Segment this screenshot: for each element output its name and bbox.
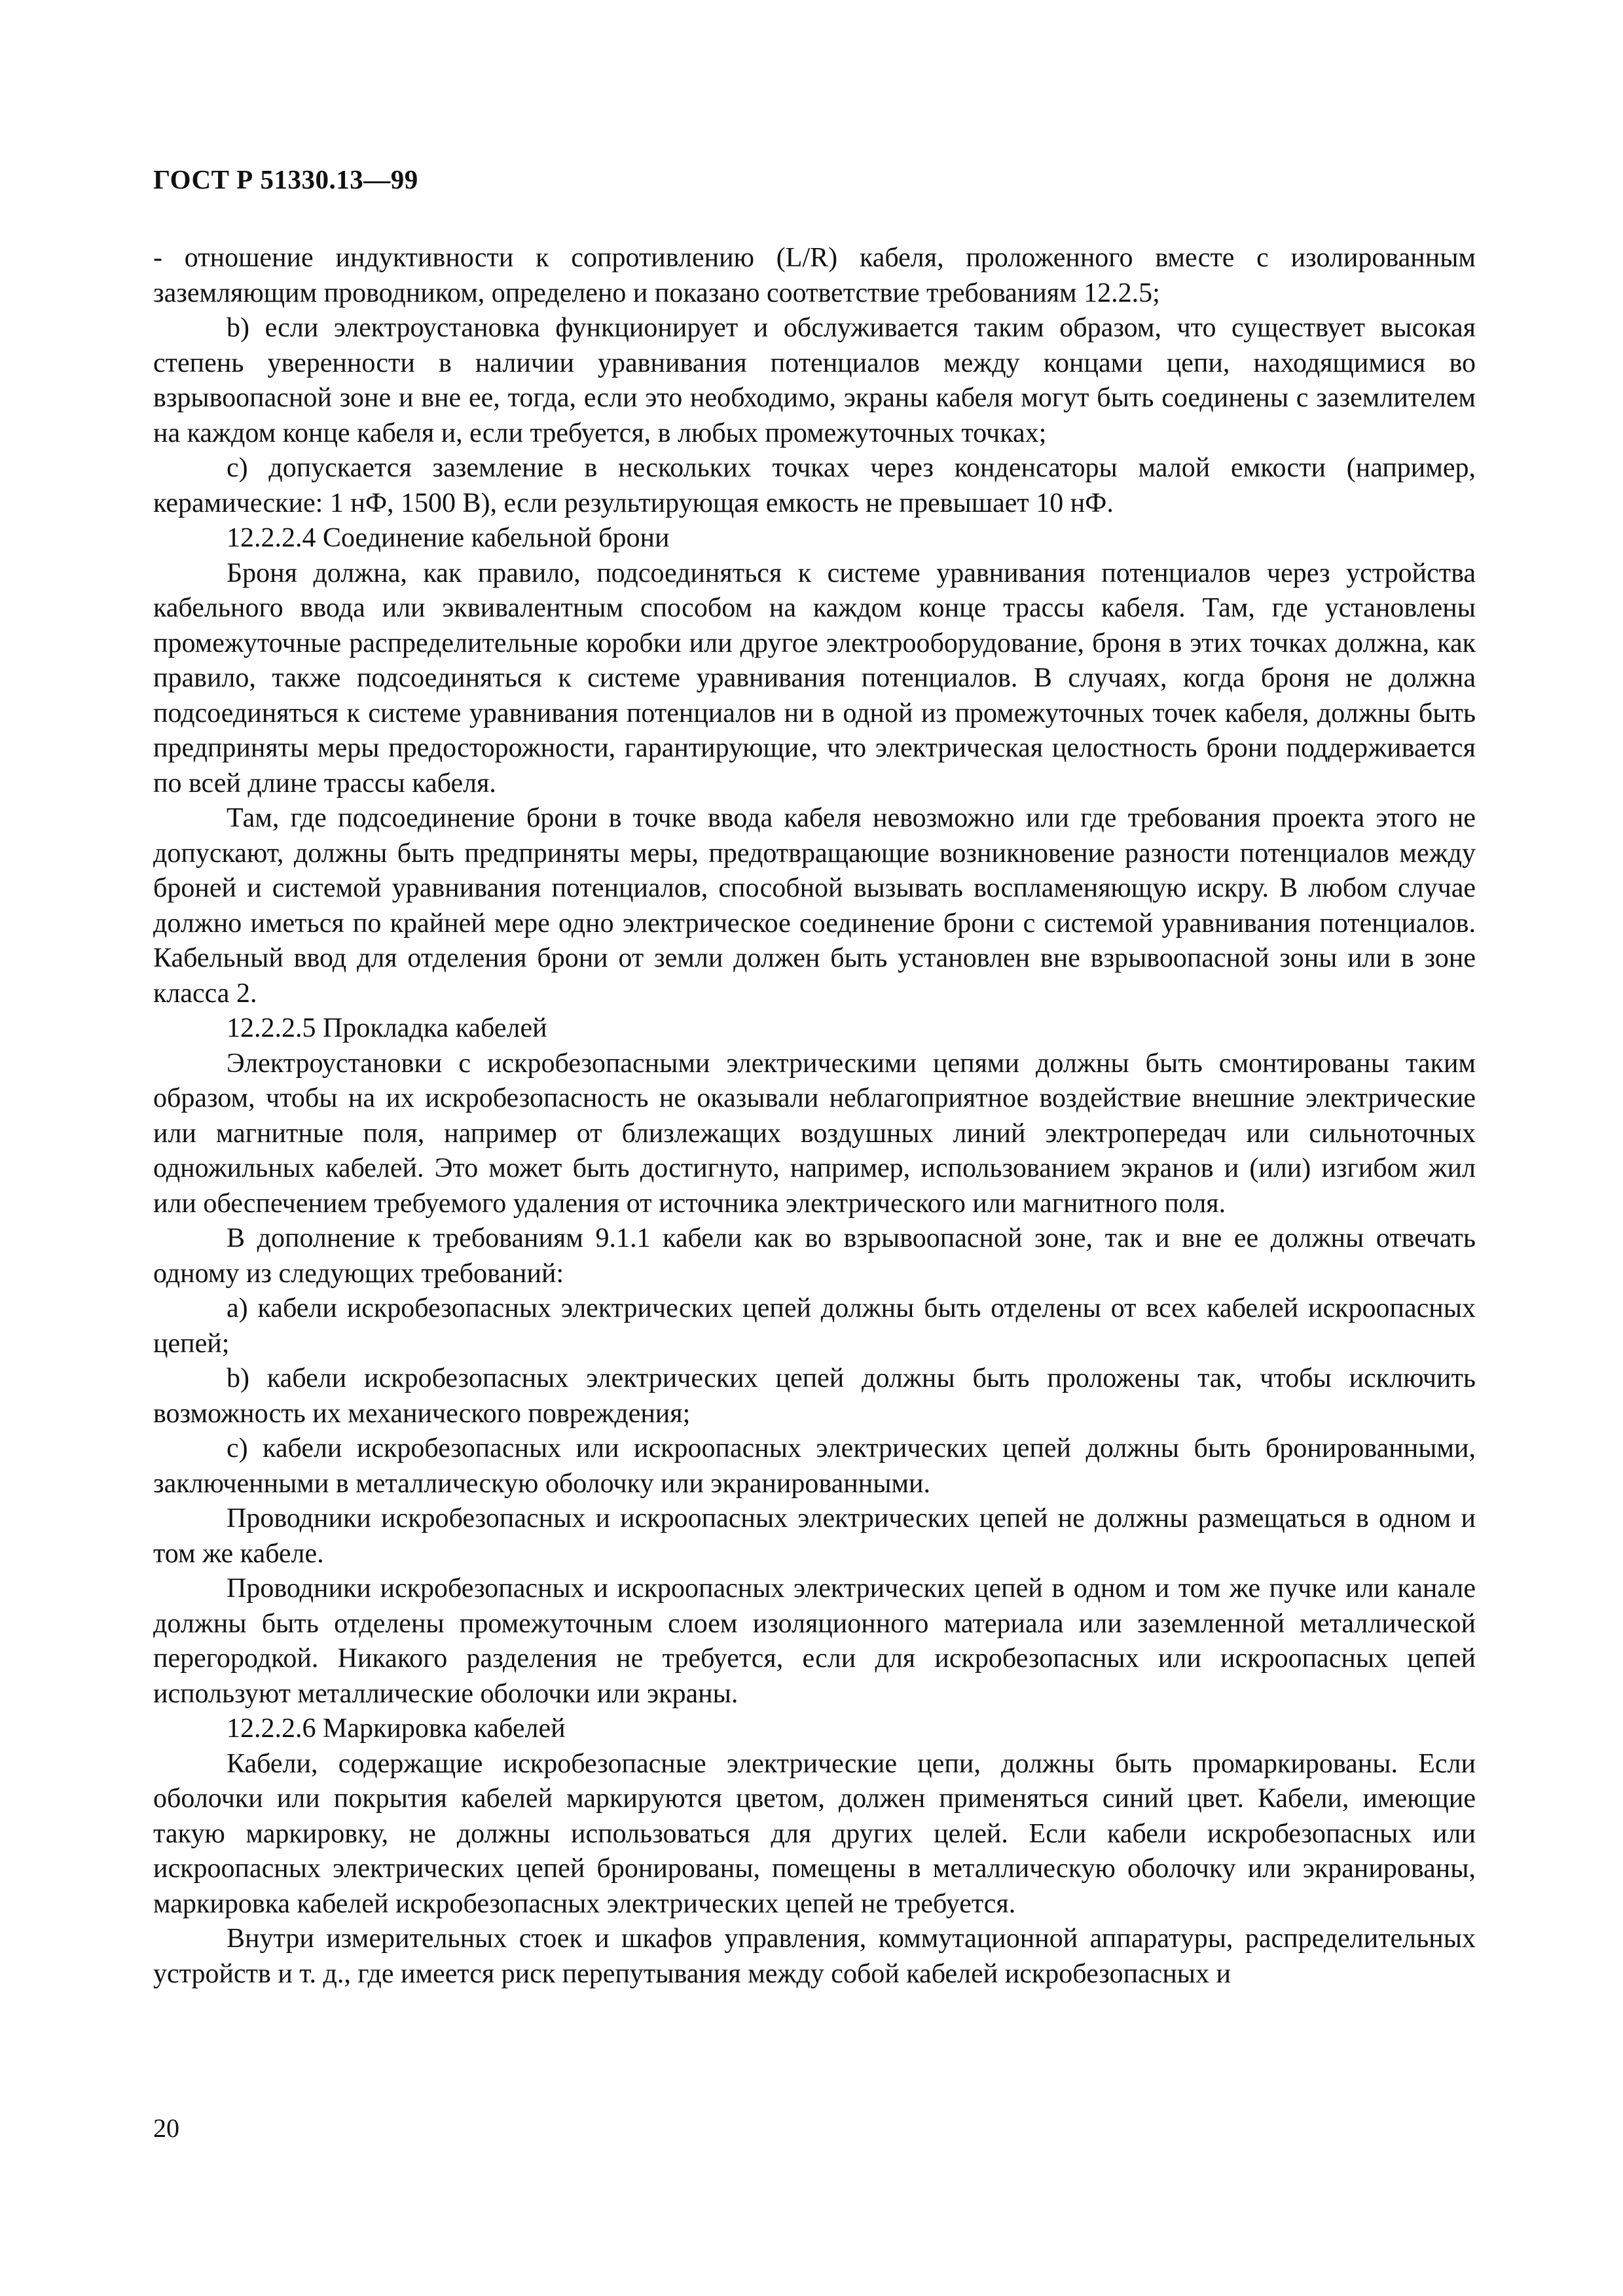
paragraph: Там, где подсоединение брони в точке ввода кабеля невозможно или где требования проекта этого не допускают, должны быть предприняты меры, предотвращающие возникновение разности потенциалов между броней и системой уравнивания потенциалов, способной вызывать воспламеняющую искру. В любом случае должно иметься по крайней мере одно электрическое соединение брони с системой уравнивания потенциалов. Кабельный ввод для отделения брони от земли должен быть установлен вне взрывоопасной зоны или в зоне класса 2.	[153, 803, 1476, 1009]
list-item-c-armoured: c) кабели искробезопасных или искроопасных электрических цепей должны быть бронированными, заключенными в металлическую оболочку или экранированными.	[153, 1433, 1476, 1499]
paragraph: Электроустановки с искробезопасными электрическими цепями должны быть смонтированы таким образом, чтобы на их искробезопасность не оказывали неблагоприятное воздействие внешние электрические или магнитные поля, например от близлежащих воздушных линий электропередач или сильноточных одножильных кабелей. Это может быть достигнуто, например, использованием экранов и (или) изгибом жил или обеспечением требуемого удаления от источника электрического или магнитного поля.	[153, 1048, 1476, 1219]
paragraph: Проводники искробезопасных и искроопасных электрических цепей не должны размещаться в одном и том же кабеле.	[153, 1503, 1476, 1569]
standard-id-header: ГОСТ Р 51330.13—99	[153, 164, 418, 194]
paragraph: Внутри измерительных стоек и шкафов управления, коммутационной аппаратуры, распределительных устройств и т. д., где имеется риск перепутывания между собой кабелей искробезопасных и	[153, 1924, 1476, 1989]
paragraph-continuation: - отношение индуктивности к сопротивлению (L/R) кабеля, проложенного вместе с изолированным заземляющим проводником, определено и показано соответствие требованиям 12.2.5;	[153, 243, 1476, 308]
list-item-c-capacitors: c) допускается заземление в нескольких точках через конденсаторы малой емкости (например, керамические: 1 нФ, 1500 В), если результирующая емкость не превышает 10 нФ.	[153, 453, 1476, 518]
section-heading-cable-installation: 12.2.2.5 Прокладка кабелей	[227, 1013, 547, 1043]
paragraph: В дополнение к требованиям 9.1.1 кабели как во взрывоопасной зоне, так и вне ее должны отвечать одному из следующих требований:	[153, 1223, 1476, 1289]
page-number: 20	[153, 2113, 179, 2143]
list-item-a-separation: a) кабели искробезопасных электрических цепей должны быть отделены от всех кабелей искроопасных цепей;	[153, 1293, 1476, 1359]
list-item-b-protection: b) кабели искробезопасных электрических цепей должны быть проложены так, чтобы исключить возможность их механического повреждения;	[153, 1363, 1476, 1429]
body-text	[153, 241, 1476, 1992]
paragraph: Броня должна, как правило, подсоединяться к системе уравнивания потенциалов через устройства кабельного ввода или эквивалентным способом на каждом конце трассы кабеля. Там, где установлены промежуточные распределительные коробки или другое электрооборудование, броня в этих точках должна, как правило, также подсоединяться к системе уравнивания потенциалов. В случаях, когда броня не должна подсоединяться к системе уравнивания потенциалов ни в одной из промежуточных точек кабеля, должны быть предприняты меры предосторожности, гарантирующие, что электрическая целостность брони поддерживается по всей длине трассы кабеля.	[153, 558, 1476, 798]
section-heading-cable-marking: 12.2.2.6 Маркировка кабелей	[227, 1713, 566, 1744]
list-item-b-grounding: b) если электроустановка функционирует и обслуживается таким образом, что существует высокая степень уверенности в наличии уравнивания потенциалов между концами цепи, находящимися во взрывоопасной зоне и вне ее, тогда, если это необходимо, экраны кабеля могут быть соединены с заземлителем на каждом конце кабеля и, если требуется, в любых промежуточных точках;	[153, 313, 1476, 448]
paragraph: Проводники искробезопасных и искроопасных электрических цепей в одном и том же пучке или канале должны быть отделены промежуточным слоем изоляционного материала или заземленной металлической перегородкой. Никакого разделения не требуется, если для искробезопасных или искроопасных цепей используют металлические оболочки или экраны.	[153, 1573, 1476, 1709]
paragraph: Кабели, содержащие искробезопасные электрические цепи, должны быть промаркированы. Если оболочки или покрытия кабелей маркируются цветом, должен применяться синий цвет. Кабели, имеющие такую маркировку, не должны использоваться для других целей. Если кабели искробезопасных или искроопасных электрических цепей бронированы, помещены в металлическую оболочку или экранированы, маркировка кабелей искробезопасных электрических цепей не требуется.	[153, 1748, 1476, 1919]
section-heading-armour-bonding: 12.2.2.4 Соединение кабельной брони	[227, 523, 670, 553]
